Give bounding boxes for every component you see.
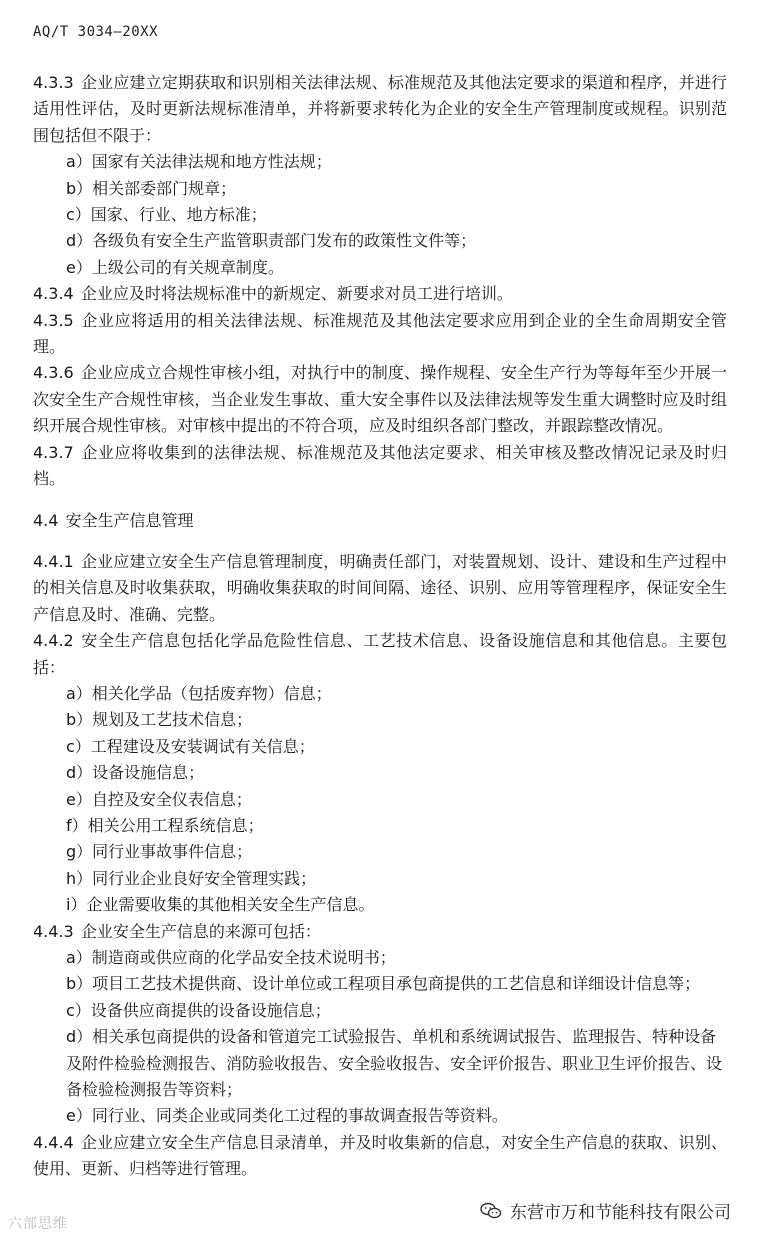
clause-number: 4.4.2 (33, 631, 74, 651)
standard-code: AQ/T 3034—20XX (33, 24, 159, 40)
clause-text: 企业应建立安全生产信息管理制度，明确责任部门，对装置规划、设计、建设和生产过程中的相关信息及时收集获取，明确收集获取的时间间隔、途径、识别、应用等管理程序，保证安全生产信息及时、准确、完整。 (33, 551, 727, 624)
clause-4-3-7 (33, 440, 727, 493)
clause-number: 4.4.1 (33, 551, 74, 571)
clause-4-3-5 (33, 308, 727, 361)
account-name: 东营市万和节能科技有限公司 (510, 1203, 731, 1223)
footer (0, 1201, 757, 1241)
clause-4-4-2 (33, 628, 727, 681)
clause-number: 4.3.6 (33, 363, 74, 383)
clause-text: 企业应建立定期获取和识别相关法律法规、标准规范及其他法定要求的渠道和程序，并进行适用性评估，及时更新法规标准清单，并将新要求转化为企业的安全生产管理制度或规程。识别范围包括但不限于： (33, 73, 727, 145)
list-item: e）同行业、同类企业或同类化工过程的事故调查报告等资料。 (66, 1106, 508, 1126)
clause-text: 安全生产信息包括化学品危险性信息、工艺技术信息、设备设施信息和其他信息。主要包括： (33, 631, 727, 677)
list-item: a）制造商或供应商的化学品安全技术说明书； (66, 948, 396, 967)
list-item: e）自控及安全仪表信息； (66, 789, 252, 809)
document-body (33, 70, 727, 1183)
clause-text: 企业应将适用的相关法律法规、标准规范及其他法定要求应用到企业的全生命周期安全管理。 (33, 310, 727, 357)
list-item: b）项目工艺技术提供商、设计单位或工程项目承包商提供的工艺信息和详细设计信息等； (66, 974, 701, 994)
list-item: h）同行业企业良好安全管理实践； (66, 868, 317, 888)
section-title-4-4 (33, 508, 727, 534)
list-item: e）上级公司的有关规章制度。 (66, 257, 284, 277)
list-item: a）相关化学品（包括废弃物）信息； (66, 683, 332, 703)
clause-number: 4.4.4 (33, 1132, 74, 1152)
list-item: g）同行业事故事件信息； (66, 842, 253, 862)
clause-text: 企业应及时将法规标准中的新规定、新要求对员工进行培训。 (80, 284, 513, 304)
account-watermark[interactable] (480, 1198, 731, 1223)
clause-text: 企业应成立合规性审核小组，对执行中的制度、操作规程、安全生产行为等每年至少开展一次安全生产合规性审核，当企业发生事故、重大安全事件以及法律法规等发生重大调整时应及时组织开展合规性审核。对审核中提出的不符合项，应及时组织各部门整改，并跟踪整改情况。 (33, 363, 727, 436)
clause-number: 4.3.3 (33, 73, 74, 92)
clause-number: 4.4.3 (33, 921, 74, 941)
clause-text: 企业安全生产信息的来源可包括： (80, 921, 321, 941)
list-item: f）相关公用工程系统信息； (66, 815, 264, 835)
corner-watermark: 六部思维 (8, 1216, 68, 1232)
clause-4-4-4 (33, 1130, 727, 1183)
list-item: a）国家有关法律法规和地方性法规； (66, 152, 332, 172)
section-title: 安全生产信息管理 (65, 510, 194, 530)
list-item: d）各级负有安全生产监管职责部门发布的政策性文件等； (66, 231, 477, 251)
section-number: 4.4 (33, 510, 59, 530)
clause-number: 4.3.7 (33, 442, 74, 462)
clause-4-4-3 (33, 919, 727, 945)
list-item: b）相关部委部门规章； (66, 178, 237, 198)
clause-4-3-4 (33, 281, 727, 307)
clause-text: 企业应建立安全生产信息目录清单，并及时收集新的信息，对安全生产信息的获取、识别、使用、更新、归档等进行管理。 (33, 1132, 727, 1179)
clause-4-3-3 (33, 70, 727, 149)
list-item: c）工程建设及安装调试有关信息； (66, 736, 315, 756)
list-item: c）设备供应商提供的设备设施信息； (66, 1000, 331, 1020)
list-item: d）设备设施信息； (66, 763, 205, 783)
clause-text: 企业应将收集到的法律法规、标准规范及其他法定要求、相关审核及整改情况记录及时归档。 (33, 442, 727, 489)
clause-number: 4.3.4 (33, 284, 74, 304)
list-item: d）相关承包商提供的设备和管道完工试验报告、单机和系统调试报告、监理报告、特种设备及附件检验检测报告、消防验收报告、安全验收报告、安全评价报告、职业卫生评价报告、设备检验检测报告等资料； (66, 1027, 723, 1100)
clause-4-3-6 (33, 360, 727, 439)
list-item: c）国家、行业、地方标准； (66, 205, 267, 225)
wechat-icon (480, 1202, 502, 1220)
list-item: b）规划及工艺技术信息； (66, 710, 253, 730)
clause-number: 4.3.5 (33, 310, 74, 330)
clause-4-4-1 (33, 549, 727, 628)
list-item: i）企业需要收集的其他相关安全生产信息。 (66, 895, 375, 915)
